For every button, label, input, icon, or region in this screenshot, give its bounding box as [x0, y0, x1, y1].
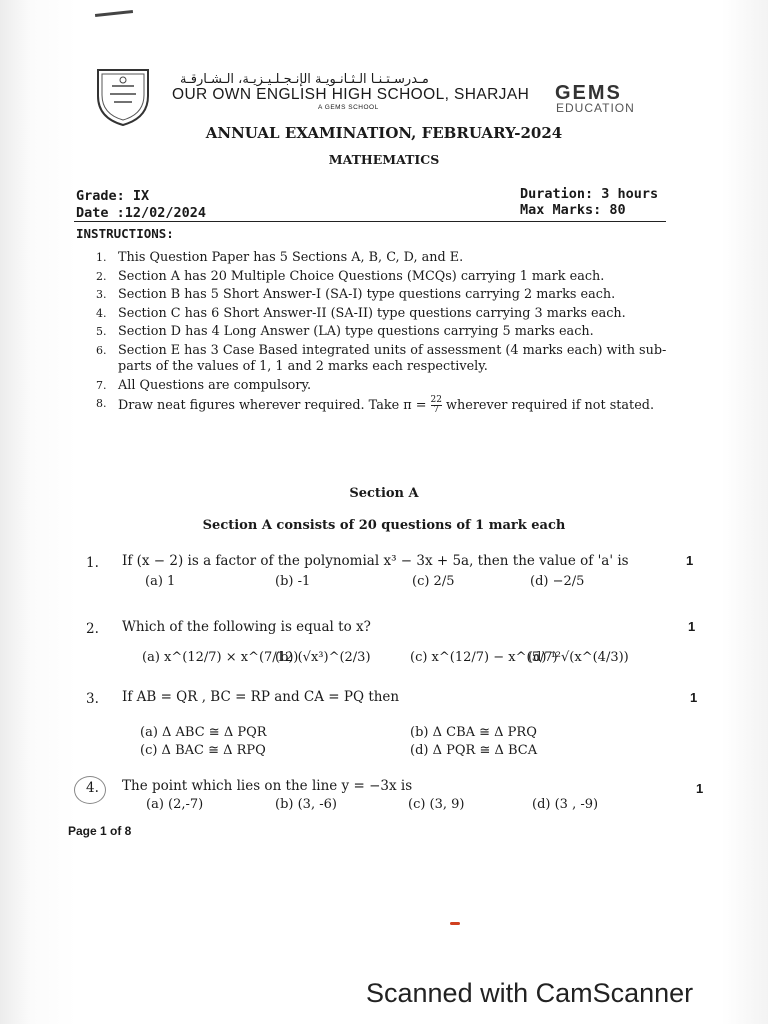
- school-name-arabic: مـدرسـتـنـا الـثـانـويـة الإنـجـلـيـزيـة، الـشـارقـة: [180, 72, 429, 87]
- date-label: Date :12/02/2024: [76, 205, 207, 221]
- question-text: If (x − 2) is a factor of the polynomial x³ − 3x + 5a, then the value of 'a' is: [122, 553, 629, 569]
- instruction-text: Section B has 5 Short Answer-I (SA-I) type questions carrying 2 marks each.: [118, 287, 616, 302]
- exam-subject: MATHEMATICS: [328, 152, 440, 167]
- question-text: If AB = QR , BC = RP and CA = PQ then: [122, 689, 400, 705]
- question-number: 1.: [86, 555, 99, 571]
- option-b: (b) Δ CBA ≅ Δ PRQ: [410, 725, 537, 740]
- section-subtitle: Section A consists of 20 questions of 1 mark each: [202, 518, 566, 533]
- instruction-number: 4.: [96, 306, 107, 320]
- page-number: Page 1 of 8: [68, 824, 132, 838]
- option-d: (d) ¹²√(x^(4/3)): [528, 650, 629, 665]
- option-a: (a) x^(12/7) × x^(7/12): [142, 650, 299, 665]
- instruction-text: wherever required if not stated.: [446, 398, 655, 413]
- option-d: (d) Δ PQR ≅ Δ BCA: [410, 743, 538, 758]
- school-subtitle: A GEMS SCHOOL: [318, 104, 379, 111]
- red-mark: [450, 922, 460, 925]
- option-c: (c) Δ BAC ≅ Δ RPQ: [140, 743, 266, 758]
- option-a: (a) (2,-7): [146, 797, 204, 812]
- instruction-text: This Question Paper has 5 Sections A, B, C, D, and E.: [118, 250, 464, 265]
- instruction-number: 5.: [96, 325, 107, 338]
- option-c: (c) (3, 9): [408, 797, 465, 812]
- school-name-english: OUR OWN ENGLISH HIGH SCHOOL, SHARJAH: [172, 86, 530, 103]
- question-text: The point which lies on the line y = −3x is: [122, 778, 413, 794]
- instruction-item: [96, 269, 686, 286]
- question-number: 2.: [86, 621, 99, 637]
- header-divider: [74, 221, 666, 222]
- instruction-number: 2.: [96, 269, 107, 283]
- instructions-heading: INSTRUCTIONS:: [76, 226, 174, 241]
- instruction-item: [96, 378, 686, 395]
- instructions-list: [96, 250, 686, 417]
- pen-mark: [95, 10, 133, 17]
- option-b: (b) (3, -6): [275, 797, 337, 812]
- instruction-text: All Questions are compulsory.: [118, 377, 312, 393]
- school-crest-icon: [90, 62, 156, 128]
- option-a: (a) Δ ABC ≅ Δ PQR: [140, 725, 267, 740]
- instruction-text: Draw neat figures wherever required. Take π =: [118, 398, 427, 413]
- question-marks: 1: [686, 553, 694, 568]
- instruction-number: 8.: [96, 397, 107, 410]
- question-number: 3.: [86, 691, 99, 707]
- instruction-text: Section D has 4 Long Answer (LA) type questions carrying 5 marks each.: [118, 324, 594, 339]
- instruction-number: 1.: [96, 251, 107, 264]
- instruction-item: [96, 306, 686, 323]
- instruction-item: [96, 324, 686, 341]
- gems-logo: GEMS: [555, 82, 622, 104]
- section-title: Section A: [349, 486, 419, 501]
- instruction-number: 7.: [96, 378, 107, 392]
- instruction-item: [96, 343, 686, 376]
- option-b: (b) -1: [275, 574, 311, 589]
- question-marks: 1: [696, 781, 704, 796]
- instruction-number: 6.: [96, 343, 107, 357]
- option-c: (c) 2/5: [412, 574, 455, 589]
- scanner-watermark: Scanned with CamScanner: [366, 978, 694, 1008]
- question-number: 4.: [86, 780, 99, 796]
- question-marks: 1: [688, 619, 696, 634]
- option-d: (d) (3 , -9): [532, 797, 599, 812]
- option-c: (c) x^(12/7) − x^(5/7): [410, 650, 558, 665]
- option-d: (d) −2/5: [530, 574, 585, 589]
- option-a: (a) 1: [145, 574, 176, 589]
- pi-fraction: [431, 396, 442, 415]
- fraction-denominator: 7: [431, 405, 442, 415]
- gems-education-label: EDUCATION: [556, 101, 635, 115]
- exam-title: ANNUAL EXAMINATION, FEBRUARY-2024: [205, 124, 563, 142]
- instruction-item: [96, 250, 686, 267]
- duration-label: Duration: 3 hours: [520, 186, 659, 202]
- grade-label: Grade: IX: [76, 188, 150, 204]
- instruction-text: Section C has 6 Short Answer-II (SA-II) type questions carrying 3 marks each.: [118, 305, 626, 321]
- fraction-numerator: 22: [430, 395, 442, 405]
- instruction-text: Section A has 20 Multiple Choice Questions (MCQs) carrying 1 mark each.: [118, 268, 605, 284]
- instruction-text: Section E has 3 Case Based integrated units of assessment (4 marks each) with sub-parts of the values of 1, 1 and 2 marks each respectively.: [118, 342, 667, 374]
- instruction-item: [96, 287, 686, 304]
- question-text: Which of the following is equal to x?: [122, 619, 371, 635]
- max-marks-label: Max Marks: 80: [520, 202, 626, 218]
- option-b: (b) (√x³)^(2/3): [275, 650, 371, 665]
- instruction-number: 3.: [96, 288, 107, 301]
- instruction-item: [96, 396, 686, 415]
- question-marks: 1: [690, 690, 698, 705]
